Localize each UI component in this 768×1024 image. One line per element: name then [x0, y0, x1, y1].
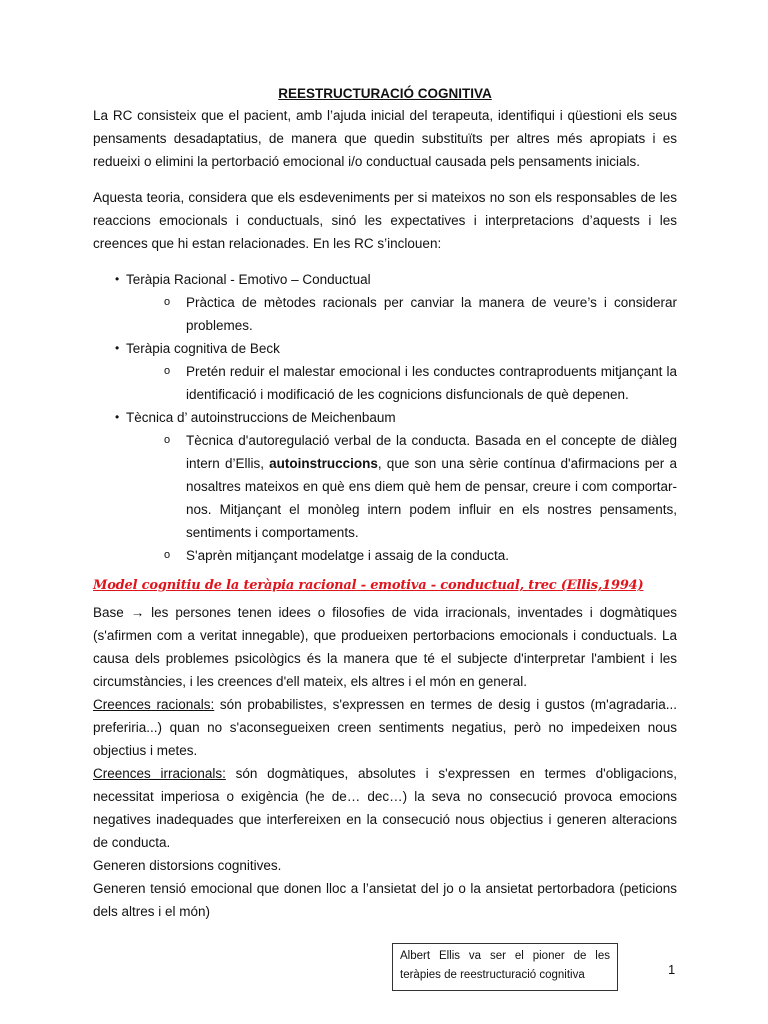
list-item — [93, 337, 677, 406]
irrational-beliefs — [93, 762, 677, 854]
irrational-text: són dogmàtiques, absolutes i s'expressen en termes d'obligacions, necessitat imperiosa o exigència (he de… dec…) la seva no consecució provoca emocions negatives inadequades que interfereixen en la consecució nous objectius i generen alteracions de conducta. — [93, 766, 677, 850]
list-item-label: Teràpia cognitiva de Beck — [126, 341, 280, 356]
sub-list-item: o S'aprèn mitjançant modelatge i assaig de la conducta. — [186, 544, 677, 567]
theory-paragraph: Aquesta teoria, considera que els esdeveniments per si mateixos no son els responsables de les reaccions emocionals i conductuals, sinó les expectatives i interpretacions d’aquests i les creences que hi estan relacionades. En les RC s’inclouen: — [93, 190, 677, 251]
sub-list-item — [186, 429, 677, 544]
rational-text: són probabilistes, s'expressen en termes de desig i gustos (m'agradaria... preferiria...) quan no s'aconsegueixen creen sentiments negatius, però no impedeixen nous objectius i metes. — [93, 697, 677, 758]
rational-label: Creences racionals: — [93, 697, 215, 712]
techniques-list — [93, 268, 677, 567]
effect-line: Generen tensió emocional que donen lloc a l’ansietat del jo o la ansietat pertorbadora (peticions dels altres i el món) — [93, 881, 677, 919]
sub-list-item: o Pràctica de mètodes racionals per canviar la manera de veure’s i considerar problemes. — [186, 291, 677, 337]
sub-list-item: o Pretén reduir el malestar emocional i les conductes contraproduents mitjançant la identificació i modificació de les cognicions disfuncionals de què depenen. — [186, 360, 677, 406]
rational-beliefs — [93, 693, 677, 762]
bold-term: autoinstruccions — [269, 456, 378, 471]
document-title: REESTRUCTURACIÓ COGNITIVA — [278, 86, 492, 101]
sub-text: , que son una sèrie contínua d'afirmacions per a nosaltres mateixos en què ens diem què hem de pensar, creure i com comportar-nos. Mitjançant el monòleg intern podem influir en els nostres pensaments, sentiments i comportaments. — [186, 456, 677, 540]
list-item-label: Teràpia Racional - Emotivo – Conductual — [126, 272, 371, 287]
base-paragraph: Base → les persones tenen idees o filosofies de vida irracionals, inventades i dogmàtiques (s'afirmen com a veritat innegable), que produeixen pertorbacions emocionals i conductuals. La causa dels problemes psicològics és la manera que té el subjecte d'interpretar l'ambient i les circumstàncies, i les creences d'ell mateix, els altres i el món en general. — [93, 605, 677, 689]
document-body — [93, 84, 677, 923]
section-heading: Model cognitiu de la teràpia racional - emotiva - conductual, trec (Ellis,1994) — [93, 578, 644, 593]
effect-line: Generen distorsions cognitives. — [93, 858, 282, 873]
note-box: Albert Ellis va ser el pioner de les teràpies de reestructuració cognitiva — [392, 943, 618, 991]
list-item — [93, 406, 677, 567]
list-item-label: Tècnica d’ autoinstruccions de Meichenbaum — [126, 410, 396, 425]
list-item — [93, 268, 677, 337]
sub-text: Tècnica d'autoregulació verbal de la conducta. Basada en el concepte de diàleg intern d’Ellis, — [186, 433, 677, 471]
intro-paragraph: La RC consisteix que el pacient, amb l’ajuda inicial del terapeuta, identifiqui i qüestioni els seus pensaments desadaptatius, de manera que quedin substituïts per altres més apropiats i es redueixi o elimini la pertorbació emocional i/o conductual causada pels pensaments inicials. — [93, 108, 677, 169]
page-number: 1 — [668, 962, 676, 977]
irrational-label: Creences irracionals: — [93, 766, 226, 781]
